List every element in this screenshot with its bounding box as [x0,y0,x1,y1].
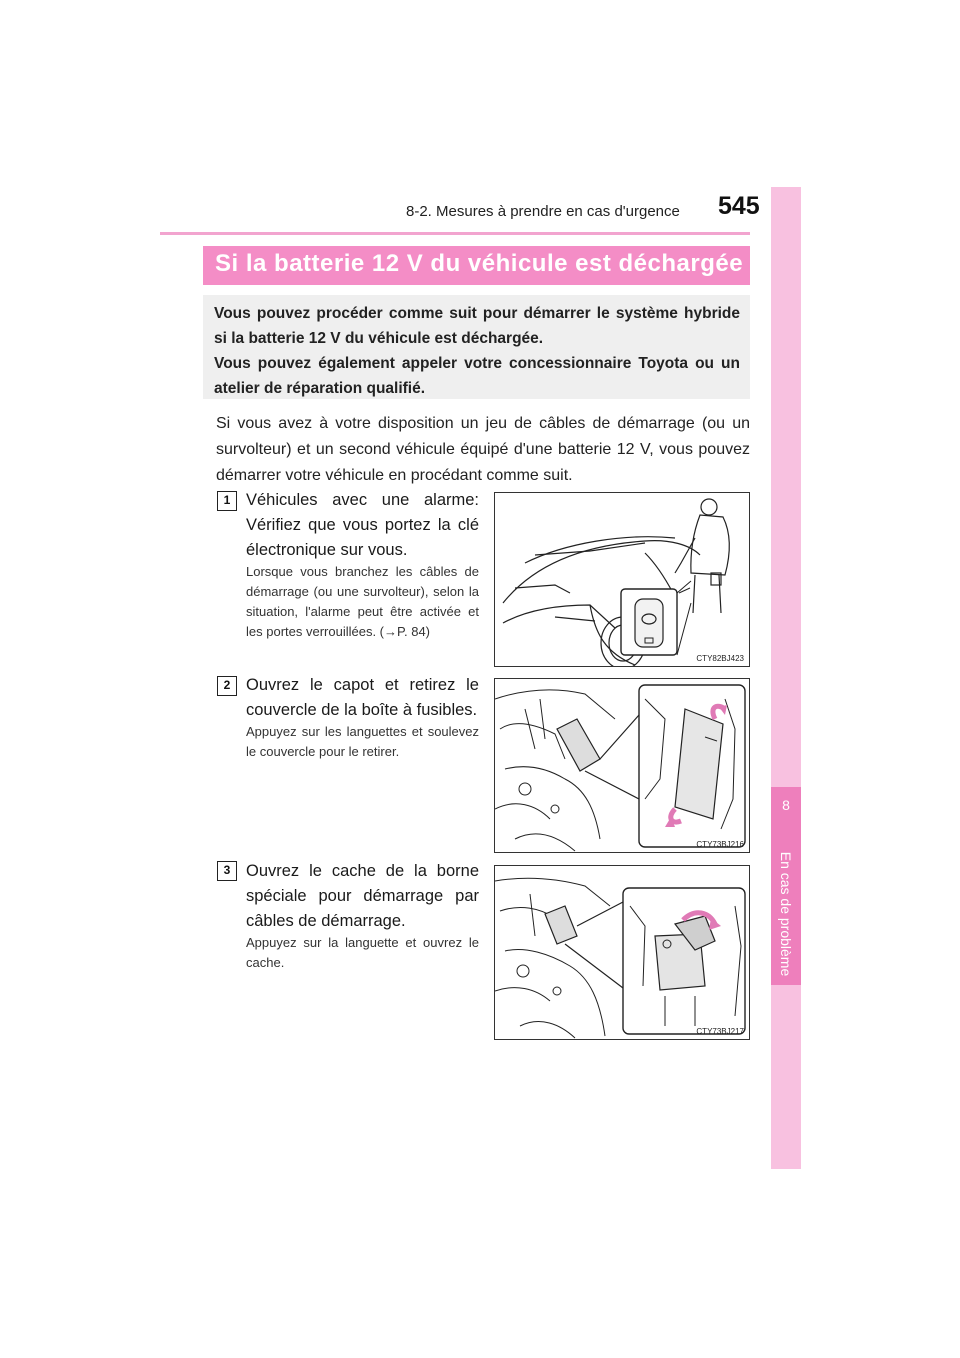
running-header: 8-2. Mesures à prendre en cas d'urgence [406,203,680,220]
step-1-note: Lorsque vous branchez les câbles de démarrage (ou une survolteur), selon la situation, l'alarme peut être activée et les portes verrouillées. (→P. 84) [246,564,479,639]
step-2-note: Appuyez sur les languettes et soulevez le couvercle pour le retirer. [246,724,479,759]
intro-text-2: Vous pouvez également appeler votre concessionnaire Toyota ou un atelier de réparation qualifié. [214,355,740,397]
figure-terminal-cover [494,865,750,1040]
chapter-number: 8 [782,797,790,813]
page-number: 545 [718,192,760,220]
car-and-person-illustration [495,493,750,667]
step-2-title: Ouvrez le capot et retirez le couvercle de la boîte à fusibles. [246,676,479,719]
figure-key-check [494,492,750,667]
section-title: Si la batterie 12 V du véhicule est déchargée [215,250,744,277]
chapter-side-tab [771,187,801,1169]
header-divider [160,232,750,235]
step-3-badge: 3 [217,861,237,881]
figure-1-code: CTY82BJ423 [696,654,744,663]
engine-bay-fuse-box-illustration [495,679,750,853]
step-2-badge: 2 [217,676,237,696]
step-1-title: Véhicules avec une alarme: Vérifiez que vous portez la clé électronique sur vous. [246,491,479,559]
figure-3-code: CTY73BJ217 [696,1027,744,1036]
figure-2-code: CTY73BJ216 [696,840,744,849]
step-3-note: Appuyez sur la languette et ouvrez le cache. [246,935,479,970]
body-paragraph: Si vous avez à votre disposition un jeu de câbles de démarrage (ou un survolteur) et un second véhicule équipé d'une batterie 12 V, vous pouvez démarrer votre véhicule en procédant comme suit. [216,415,750,484]
chapter-label: En cas de problème [778,851,794,977]
step-3-title: Ouvrez le cache de la borne spéciale pour démarrage par câbles de démarrage. [246,862,479,930]
intro-box [203,295,750,399]
engine-bay-terminal-illustration [495,866,750,1040]
step-1-badge: 1 [217,491,237,511]
section-title-banner [203,246,750,285]
intro-text-1: Vous pouvez procéder comme suit pour démarrer le système hybride si la batterie 12 V du véhicule est déchargée. [214,305,740,347]
figure-fuse-box [494,678,750,853]
